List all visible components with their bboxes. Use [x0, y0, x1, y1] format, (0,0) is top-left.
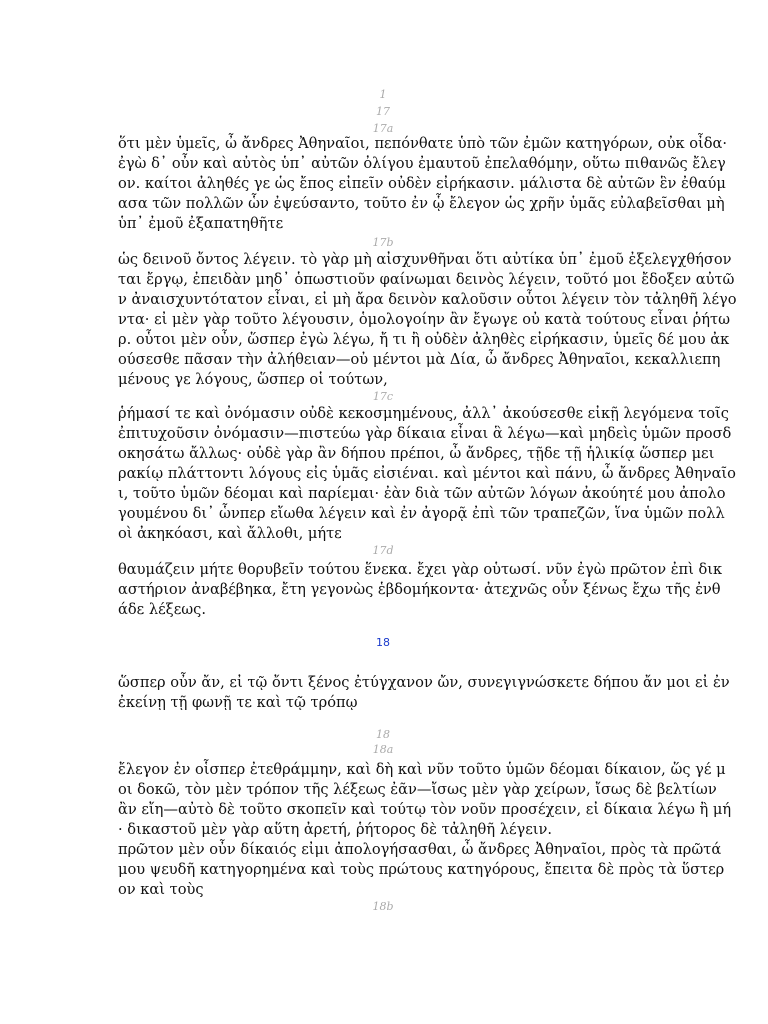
text-line: ον. καίτοι ἀληθές γε ὡς ἔπος εἰπεῖν οὐδὲν εἰρήκασιν. μάλιστα δὲ αὐτῶν ἓν ἐθαύμ: [118, 175, 726, 192]
text-line: ὥσπερ οὖν ἄν, εἰ τῷ ὄντι ξένος ἐτύγχανον ὤν, συνεγιγνώσκετε δήπου ἄν μοι εἰ ἐν: [118, 674, 730, 691]
paragraph-17d: [118, 560, 723, 620]
text-line: ὅτι μὲν ὑμεῖς, ὦ ἄνδρες Ἀθηναῖοι, πεπόνθατε ὑπὸ τῶν ἐμῶν κατηγόρων, οὐκ οἶδα·: [118, 135, 727, 152]
text-line: ον καὶ τοὺς: [118, 881, 204, 898]
paragraph-17a: [118, 134, 727, 234]
text-line: ἐγὼ δ᾽ οὖν καὶ αὐτὸς ὑπ᾽ αὐτῶν ὀλίγου ἐμαυτοῦ ἐπελαθόμην, οὕτω πιθανῶς ἔλεγ: [118, 155, 726, 172]
text-line: ται ἔργῳ, ἐπειδὰν μηδ᾽ ὁπωστιοῦν φαίνωμαι δεινὸς λέγειν, τοῦτό μοι ἔδοξεν αὐτῶ: [118, 271, 735, 288]
text-line: ὡς δεινοῦ ὄντος λέγειν. τὸ γὰρ μὴ αἰσχυνθῆναι ὅτι αὐτίκα ὑπ᾽ ἐμοῦ ἐξελεγχθήσον: [118, 251, 732, 268]
text-line: πρῶτον μὲν οὖν δίκαιός εἰμι ἀπολογήσασθαι, ὦ ἄνδρες Ἀθηναῖοι, πρὸς τὰ πρῶτά: [118, 841, 722, 858]
section-marker: 18a: [372, 743, 394, 756]
text-line: μου ψευδῆ κατηγορημένα καὶ τοὺς πρώτους κατηγόρους, ἔπειτα δὲ πρὸς τὰ ὕστερ: [118, 861, 725, 878]
text-line: ρακίῳ πλάττοντι λόγους εἰς ὑμᾶς εἰσιέναι. καὶ μέντοι καὶ πάνυ, ὦ ἄνδρες Ἀθηναῖο: [118, 465, 736, 482]
section-marker: 1: [379, 88, 387, 101]
text-line: ὑπ᾽ ἐμοῦ ἐξαπατηθῆτε: [118, 215, 284, 232]
section-marker: 17d: [372, 544, 394, 557]
paragraph-18-opening: [118, 673, 730, 713]
text-line: ἐπιτυχοῦσιν ὀνόμασιν—πιστεύω γὰρ δίκαια εἶναι ἃ λέγω—καὶ μηδεὶς ὑμῶν προσδ: [118, 425, 732, 442]
paragraph-17c: [118, 404, 736, 544]
text-line: · δικαστοῦ μὲν γὰρ αὕτη ἀρετή, ῥήτορος δὲ τἀληθῆ λέγειν.: [118, 821, 553, 838]
text-line: άδε λέξεως.: [118, 601, 206, 618]
section-marker: 17a: [372, 122, 394, 135]
text-line: ι, τοῦτο ὑμῶν δέομαι καὶ παρίεμαι· ἐὰν διὰ τῶν αὐτῶν λόγων ἀκούητέ μου ἀπολο: [118, 485, 726, 502]
section-marker: 18: [376, 728, 390, 741]
text-line: οκησάτω ἄλλως· οὐδὲ γὰρ ἂν δήπου πρέποι, ὦ ἄνδρες, τῇδε τῇ ἡλικίᾳ ὥσπερ μει: [118, 445, 715, 462]
paragraph-18a: [118, 760, 732, 900]
text-line: θαυμάζειν μήτε θορυβεῖν τούτου ἕνεκα. ἔχει γὰρ οὑτωσί. νῦν ἐγὼ πρῶτον ἐπὶ δικ: [118, 561, 723, 578]
text-line: οὶ ἀκηκόασι, καὶ ἄλλοθι, μήτε: [118, 525, 342, 542]
paragraph-17b: [118, 250, 737, 390]
text-line: ν ἀναισχυντότατον εἶναι, εἰ μὴ ἄρα δεινὸν καλοῦσιν οὗτοι λέγειν τὸν τἀληθῆ λέγο: [118, 291, 737, 308]
text-line: ασα τῶν πολλῶν ὧν ἐψεύσαντο, τοῦτο ἐν ᾧ ἔλεγον ὡς χρῆν ὑμᾶς εὐλαβεῖσθαι μὴ: [118, 195, 725, 212]
text-line: ἐκείνῃ τῇ φωνῇ τε καὶ τῷ τρόπῳ: [118, 694, 358, 711]
section-marker: 17c: [372, 390, 394, 403]
text-line: γουμένου δι᾽ ὧνπερ εἴωθα λέγειν καὶ ἐν ἀγορᾷ ἐπὶ τῶν τραπεζῶν, ἵνα ὑμῶν πολλ: [118, 505, 725, 522]
text-line: ρ. οὗτοι μὲν οὖν, ὥσπερ ἐγὼ λέγω, ἤ τι ἢ οὐδὲν ἀληθὲς εἰρήκασιν, ὑμεῖς δέ μου ἀκ: [118, 331, 730, 348]
section-marker: 18b: [372, 900, 394, 913]
text-line: ούσεσθε πᾶσαν τὴν ἀλήθειαν—οὐ μέντοι μὰ Δία, ὦ ἄνδρες Ἀθηναῖοι, κεκαλλιεπη: [118, 351, 721, 368]
text-line: μένους γε λόγους, ὥσπερ οἱ τούτων,: [118, 371, 388, 388]
section-marker: 17: [376, 105, 390, 118]
text-line: οι δοκῶ, τὸν μὲν τρόπον τῆς λέξεως ἐᾶν—ἴσως μὲν γὰρ χείρων, ἴσως δὲ βελτίων: [118, 781, 717, 798]
text-line: ἔλεγον ἐν οἷσπερ ἐτεθράμμην, καὶ δὴ καὶ νῦν τοῦτο ὑμῶν δέομαι δίκαιον, ὥς γέ μ: [118, 761, 726, 778]
section-marker: 17b: [372, 236, 394, 249]
text-line: ἂν εἴη—αὐτὸ δὲ τοῦτο σκοπεῖν καὶ τούτῳ τὸν νοῦν προσέχειν, εἰ δίκαια λέγω ἢ μή: [118, 801, 732, 818]
page-link[interactable]: 18: [376, 636, 390, 649]
text-line: ντα· εἰ μὲν γὰρ τοῦτο λέγουσιν, ὁμολογοίην ἂν ἔγωγε οὐ κατὰ τούτους εἶναι ῥήτω: [118, 311, 730, 328]
text-line: αστήριον ἀναβέβηκα, ἔτη γεγονὼς ἑβδομήκοντα· ἀτεχνῶς οὖν ξένως ἔχω τῆς ἐνθ: [118, 581, 721, 598]
text-line: ῥήμασί τε καὶ ὀνόμασιν οὐδὲ κεκοσμημένους, ἀλλ᾽ ἀκούσεσθε εἰκῇ λεγόμενα τοῖς: [118, 405, 729, 422]
